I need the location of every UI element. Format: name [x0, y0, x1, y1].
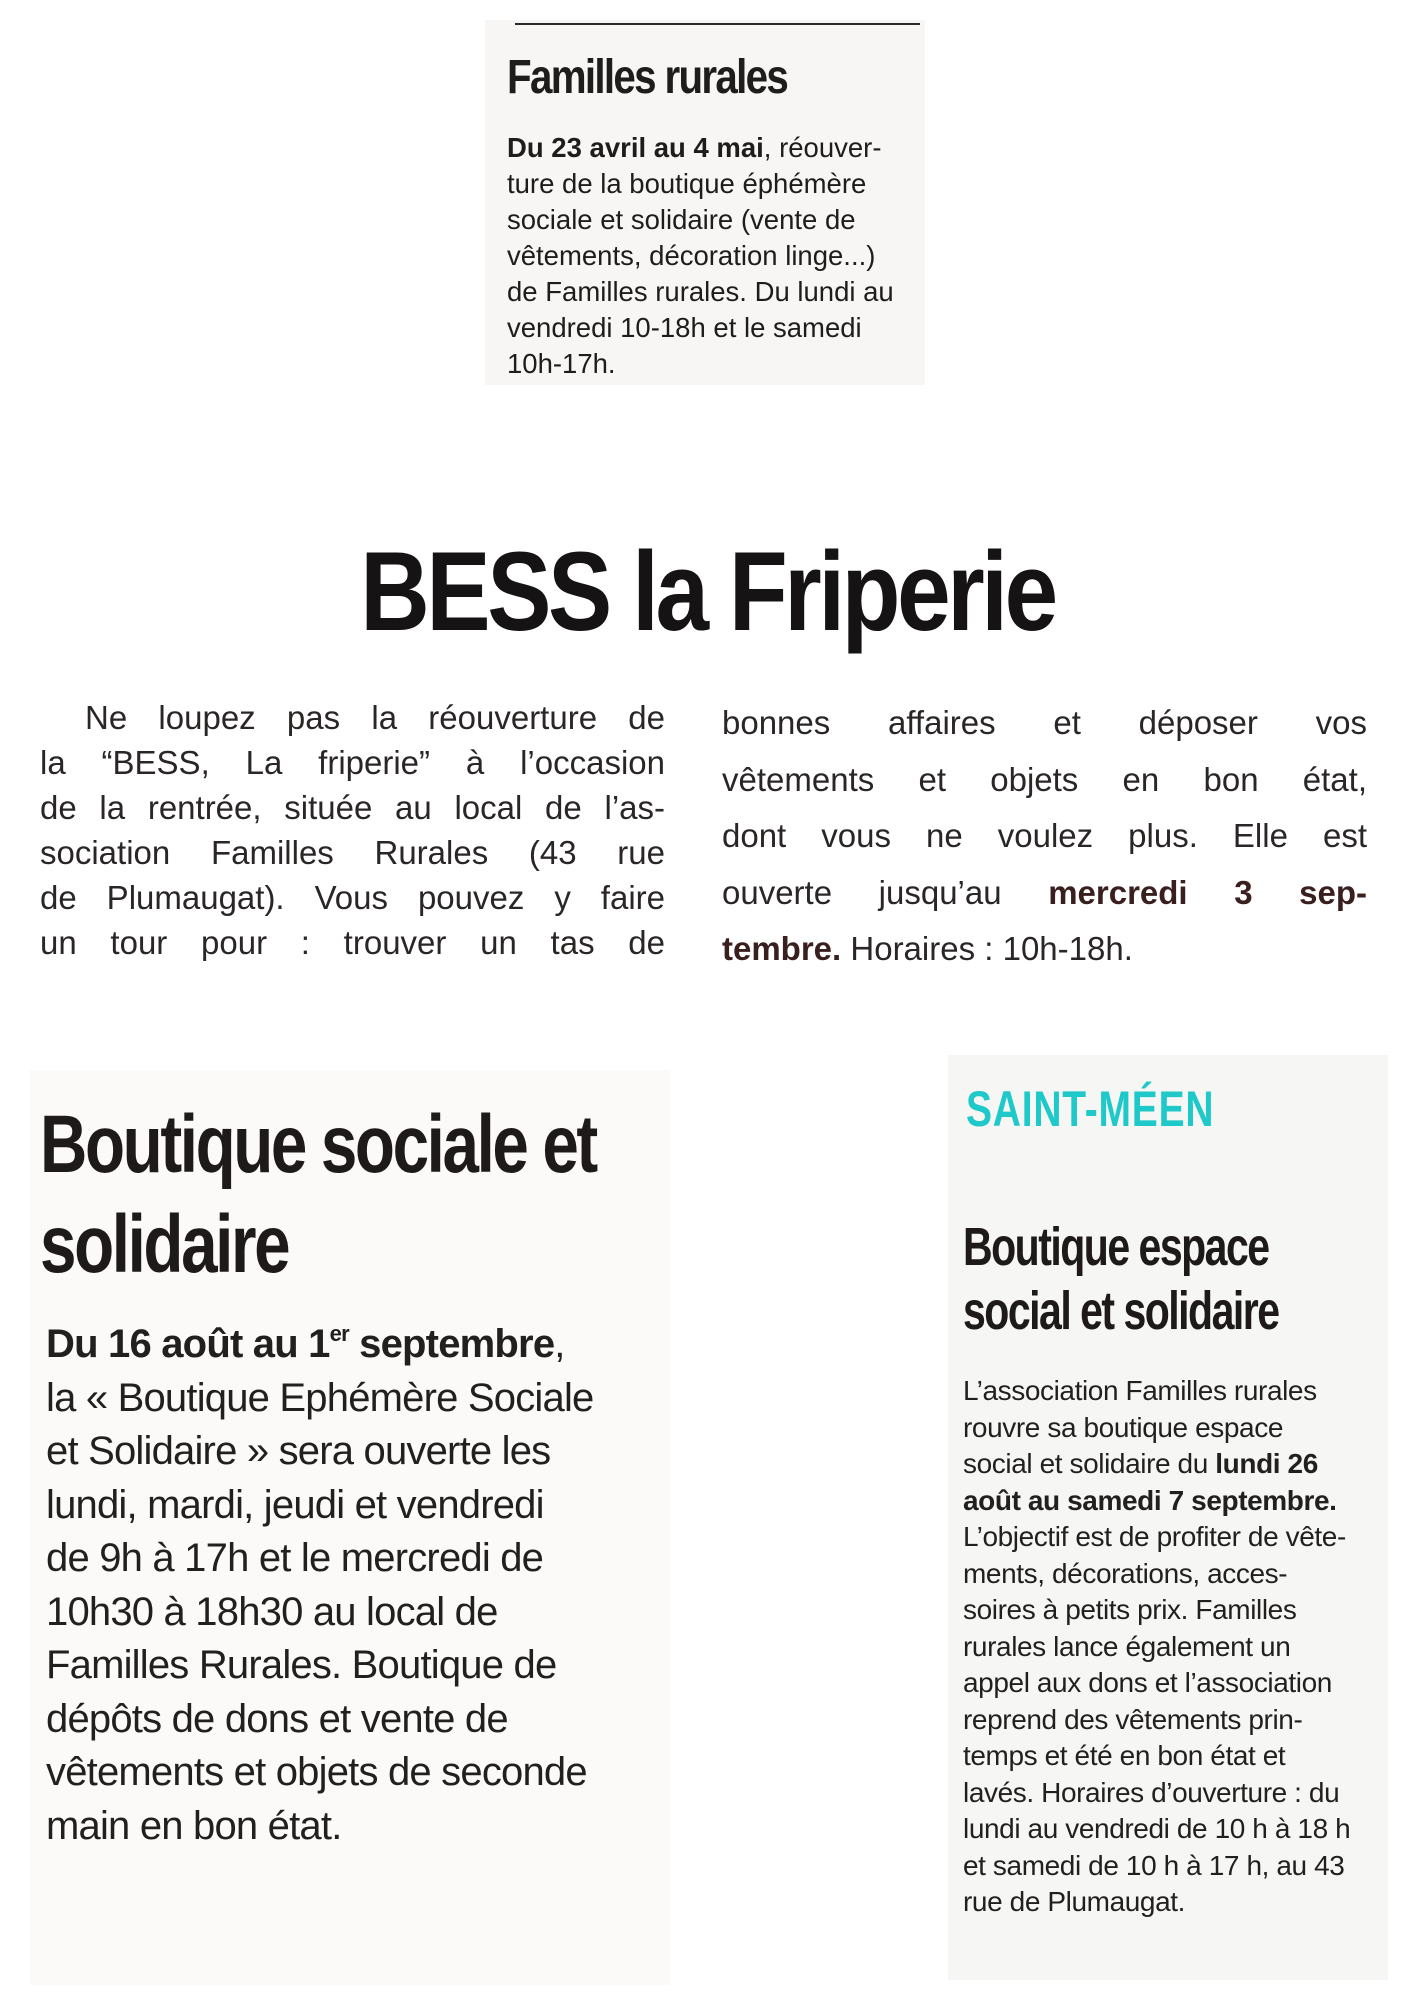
text-line: lavés. Horaires d’ouverture : du: [963, 1776, 1340, 1808]
clipping-bess-friperie: [30, 495, 1385, 985]
date-line: Du 16 août au 1er septembre,: [46, 1321, 565, 1366]
text-line: sociale et solidaire (vente de: [507, 204, 856, 235]
text-line: tembre. Horaires : 10h-18h.: [722, 930, 1133, 967]
text-line: vêtements, décoration linge...): [507, 240, 876, 271]
text-line: L’association Familles rurales: [963, 1375, 1317, 1406]
text-line: vêtements et objets en bon état,: [722, 760, 1367, 798]
text-line: bonnes affaires et déposer vos: [722, 704, 1367, 741]
heading-line: social et solidaire: [963, 1281, 1279, 1341]
text-line: rurales lance également un: [963, 1630, 1291, 1662]
text-line: la « Boutique Ephémère Sociale: [46, 1375, 594, 1420]
text-line: main en bon état.: [46, 1803, 342, 1848]
text-line: Familles Rurales. Boutique de: [46, 1643, 557, 1687]
text-line: 10h30 à 18h30 au local de: [46, 1589, 498, 1634]
text-line: dont vous ne voulez plus. Elle est: [722, 817, 1367, 854]
text-line: sociation Familles Rurales (43 rue: [40, 834, 665, 871]
text-line: lundi au vendredi de 10 h à 18 h: [963, 1813, 1351, 1844]
text-line: et samedi de 10 h à 17 h, au 43: [963, 1849, 1345, 1881]
heading-line: solidaire: [40, 1199, 289, 1290]
clipping-heading: Familles rurales: [507, 51, 788, 104]
text-line: rouvre sa boutique espace: [963, 1411, 1283, 1443]
column-right: [722, 695, 1367, 978]
text-line: social et solidaire du lundi 26: [963, 1448, 1318, 1479]
text-line: rue de Plumaugat.: [963, 1886, 1186, 1917]
text-line: Ne loupez pas la réouverture de: [85, 699, 665, 736]
text-line: L’objectif est de profiter de vête-: [963, 1521, 1346, 1552]
text-line: dépôts de dons et vente de: [46, 1696, 508, 1741]
text-line: lundi, mardi, jeudi et vendredi: [46, 1482, 544, 1527]
heading-line: Boutique espace: [963, 1217, 1269, 1277]
text-line: 10h-17h.: [507, 348, 616, 379]
clipping-body: [507, 130, 925, 382]
text-line: Du 23 avril au 4 mai, réouver-: [507, 132, 882, 163]
clipping-familles-rurales: [485, 20, 925, 385]
text-line: août au samedi 7 septembre.: [963, 1484, 1337, 1516]
text-line: appel aux dons et l’association: [963, 1667, 1332, 1698]
clipping-heading: [963, 1215, 1373, 1343]
column-left: [40, 695, 665, 965]
text-line: de Plumaugat). Vous pouvez y faire: [40, 879, 665, 916]
location-kicker: SAINT-MÉEN: [966, 1081, 1215, 1137]
text-line: vendredi 10-18h et le samedi: [507, 312, 862, 343]
text-line: de Familles rurales. Du lundi au: [507, 276, 894, 307]
top-rule: [515, 23, 920, 25]
text-line: et Solidaire » sera ouverte les: [46, 1429, 551, 1473]
text-line: ture de la boutique éphémère: [507, 168, 867, 199]
clipping-body: [963, 1373, 1388, 1921]
clipping-body: [46, 1318, 666, 1853]
text-line: vêtements et objets de seconde: [46, 1750, 587, 1794]
clipping-saint-meen: [948, 1055, 1388, 1980]
clipping-heading: BESS la Friperie: [360, 529, 1055, 654]
text-line: ments, décorations, acces-: [963, 1557, 1288, 1589]
text-line: soires à petits prix. Familles: [963, 1594, 1297, 1625]
clipping-boutique-sociale: [30, 1070, 670, 1985]
text-line: de la rentrée, située au local de l’as-: [40, 789, 665, 826]
text-line: temps et été en bon état et: [963, 1740, 1286, 1771]
clipping-heading: [40, 1095, 648, 1295]
text-line: de 9h à 17h et le mercredi de: [46, 1536, 544, 1580]
text-line: un tour pour : trouver un tas de: [40, 924, 665, 961]
heading-line: Boutique sociale et: [40, 1099, 596, 1190]
text-line: ouverte jusqu’au mercredi 3 sep-: [722, 873, 1367, 911]
text-line: reprend des vêtements prin-: [963, 1703, 1303, 1735]
text-line: la “BESS, La friperie” à l’occasion: [40, 744, 665, 781]
